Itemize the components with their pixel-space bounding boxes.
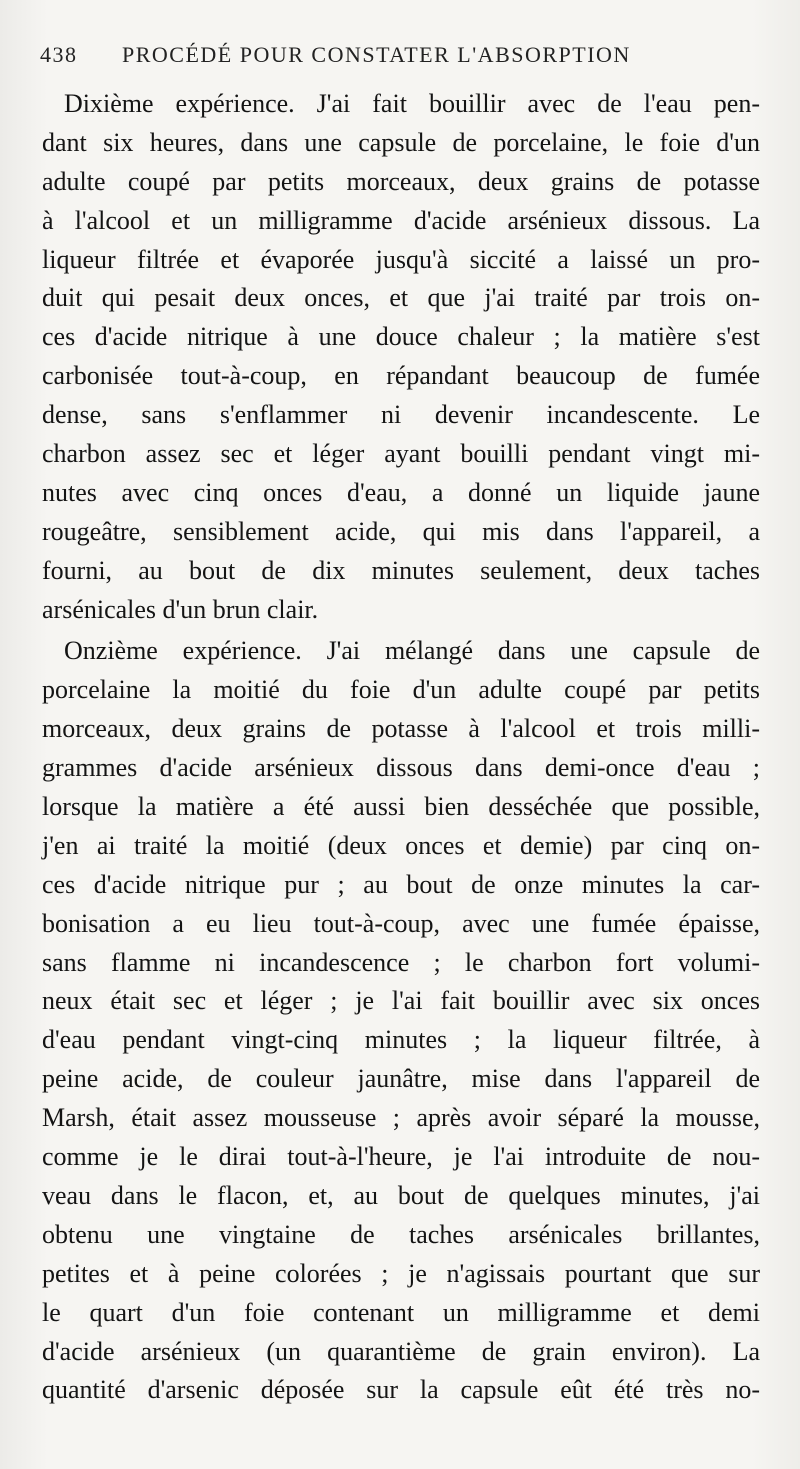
text-line: duit qui pesait deux onces, et que j'ai traité par trois on-: [42, 283, 760, 313]
text-line: rougeâtre, sensiblement acide, qui mis dans l'appareil, a: [42, 516, 760, 546]
text-line: veau dans le flacon, et, au bout de quelques minutes, j'ai: [42, 1180, 760, 1210]
text-line: le quart d'un foie contenant un milligramme et demi: [42, 1297, 760, 1327]
running-title: PROCÉDÉ POUR CONSTATER L'ABSORPTION: [122, 42, 631, 67]
text-line: quantité d'arsenic déposée sur la capsule eût été très no-: [42, 1375, 760, 1405]
text-line: Marsh, était assez mousseuse ; après avoir séparé la mousse,: [42, 1103, 760, 1133]
text-line: j'en ai traité la moitié (deux onces et demie) par cinq on-: [42, 830, 760, 860]
page-header: [40, 42, 760, 82]
text-line: dense, sans s'enflammer ni devenir incandescente. Le: [42, 400, 760, 430]
text-line: grammes d'acide arsénieux dissous dans demi-once d'eau ;: [42, 753, 760, 783]
text-line: ces d'acide nitrique à une douce chaleur ; la matière s'est: [42, 322, 760, 352]
text-line: ces d'acide nitrique pur ; au bout de onze minutes la car-: [42, 869, 760, 899]
text-line: fourni, au bout de dix minutes seulement, deux taches: [42, 555, 760, 585]
text-line: d'eau pendant vingt-cinq minutes ; la liqueur filtrée, à: [42, 1025, 760, 1055]
text-line: liqueur filtrée et évaporée jusqu'à siccité a laissé un pro-: [42, 244, 760, 274]
text-line: adulte coupé par petits morceaux, deux grains de potasse: [42, 166, 760, 196]
text-line: porcelaine la moitié du foie d'un adulte coupé par petits: [42, 675, 760, 705]
page-number: 438: [40, 42, 78, 67]
text-line: dant six heures, dans une capsule de porcelaine, le foie d'un: [42, 127, 760, 157]
text-line: bonisation a eu lieu tout-à-coup, avec une fumée épaisse,: [42, 908, 760, 938]
body-text: [42, 85, 760, 1410]
text-line: arsénicales d'un brun clair.: [42, 594, 319, 624]
text-line: comme je le dirai tout-à-l'heure, je l'ai introduite de nou-: [42, 1142, 760, 1172]
text-line: morceaux, deux grains de potasse à l'alcool et trois milli-: [42, 714, 760, 744]
paragraph-onzieme-experience: [42, 632, 760, 1410]
paragraph-dixieme-experience: [42, 85, 760, 629]
text-line: à l'alcool et un milligramme d'acide arsénieux dissous. La: [42, 205, 760, 235]
text-line: d'acide arsénieux (un quarantième de grain environ). La: [42, 1336, 760, 1366]
text-line: Dixième expérience. J'ai fait bouillir avec de l'eau pen-: [64, 89, 760, 118]
text-line: Onzième expérience. J'ai mélangé dans une capsule de: [64, 636, 760, 666]
text-line: charbon assez sec et léger ayant bouilli pendant vingt mi-: [42, 439, 760, 469]
text-line: carbonisée tout-à-coup, en répandant beaucoup de fumée: [42, 361, 760, 391]
text-line: petites et à peine colorées ; je n'agissais pourtant que sur: [42, 1258, 760, 1288]
text-line: neux était sec et léger ; je l'ai fait bouillir avec six onces: [42, 986, 760, 1016]
text-line: obtenu une vingtaine de taches arsénicales brillantes,: [42, 1219, 760, 1249]
text-line: peine acide, de couleur jaunâtre, mise dans l'appareil de: [42, 1064, 760, 1094]
text-line: lorsque la matière a été aussi bien desséchée que possible,: [42, 792, 760, 822]
text-line: sans flamme ni incandescence ; le charbon fort volumi-: [42, 947, 760, 977]
text-line: nutes avec cinq onces d'eau, a donné un liquide jaune: [42, 477, 760, 507]
